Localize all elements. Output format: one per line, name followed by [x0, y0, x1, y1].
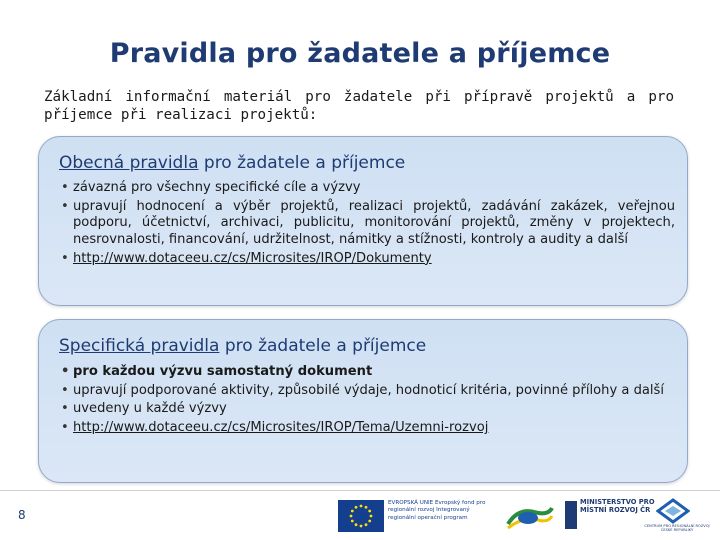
general-rules-list [61, 180, 675, 270]
list-item: • uvedeny u každé výzvy [61, 401, 675, 418]
list-item: • upravují hodnocení a výběr projektů, realizaci projektů, zadávání zakázek, veřejnou podporu, účetnictví, archivaci, publicitu, monitorování projektů, změny v projektech, nesrovnalosti, financování, udržitelnost, námitky a stížnosti, kontroly a audity a další [61, 199, 675, 249]
intro-text: Základní informační materiál pro žadatele při přípravě projektů a pro příjemce při realizaci projektů: [44, 89, 674, 123]
specific-rules-link[interactable]: http://www.dotaceeu.cz/cs/Microsites/IROP/Tema/Uzemni-rozvoj [73, 420, 489, 436]
general-rules-heading [59, 153, 405, 173]
list-item-link [61, 251, 675, 268]
eu-logo-text: EVROPSKÁ UNIE Evropský fond pro regionální rozvoj Integrovaný regionální operační program [388, 500, 486, 521]
crr-logo-text: CENTRUM PRO REGIONÁLNÍ ROZVOJ ČESKÉ REPUBLIKY [644, 524, 710, 533]
specific-rules-list [61, 364, 675, 439]
specific-rules-heading [59, 336, 426, 356]
general-rules-box [38, 136, 688, 306]
specific-rules-heading-rest: pro žadatele a příjemce [219, 336, 427, 356]
specific-rules-box [38, 319, 688, 483]
eu-flag-icon [338, 500, 384, 532]
list-item: • závazná pro všechny specifické cíle a výzvy [61, 180, 675, 197]
crr-logo-icon [656, 498, 690, 524]
footer-divider [0, 490, 720, 491]
list-item: • pro každou výzvu samostatný dokument [61, 364, 675, 381]
general-rules-heading-underlined: Obecná pravidla [59, 153, 199, 173]
footer-logos [338, 496, 720, 538]
general-rules-link[interactable]: http://www.dotaceeu.cz/cs/Microsites/IROP/Dokumenty [73, 250, 432, 266]
irop-logo-icon [504, 502, 556, 532]
list-item: • upravují podporované aktivity, způsobilé výdaje, hodnoticí kritéria, povinné přílohy a další [61, 383, 675, 400]
list-item-link [61, 420, 675, 437]
general-rules-heading-rest: pro žadatele a příjemce [198, 153, 406, 173]
page-number: 8 [18, 508, 26, 522]
specific-rules-heading-underlined: Specifická pravidla [59, 336, 220, 356]
page-title: Pravidla pro žadatele a příjemce [109, 38, 611, 69]
ministry-logo-text: MINISTERSTVO PRO MÍSTNÍ ROZVOJ ČR [580, 498, 655, 515]
